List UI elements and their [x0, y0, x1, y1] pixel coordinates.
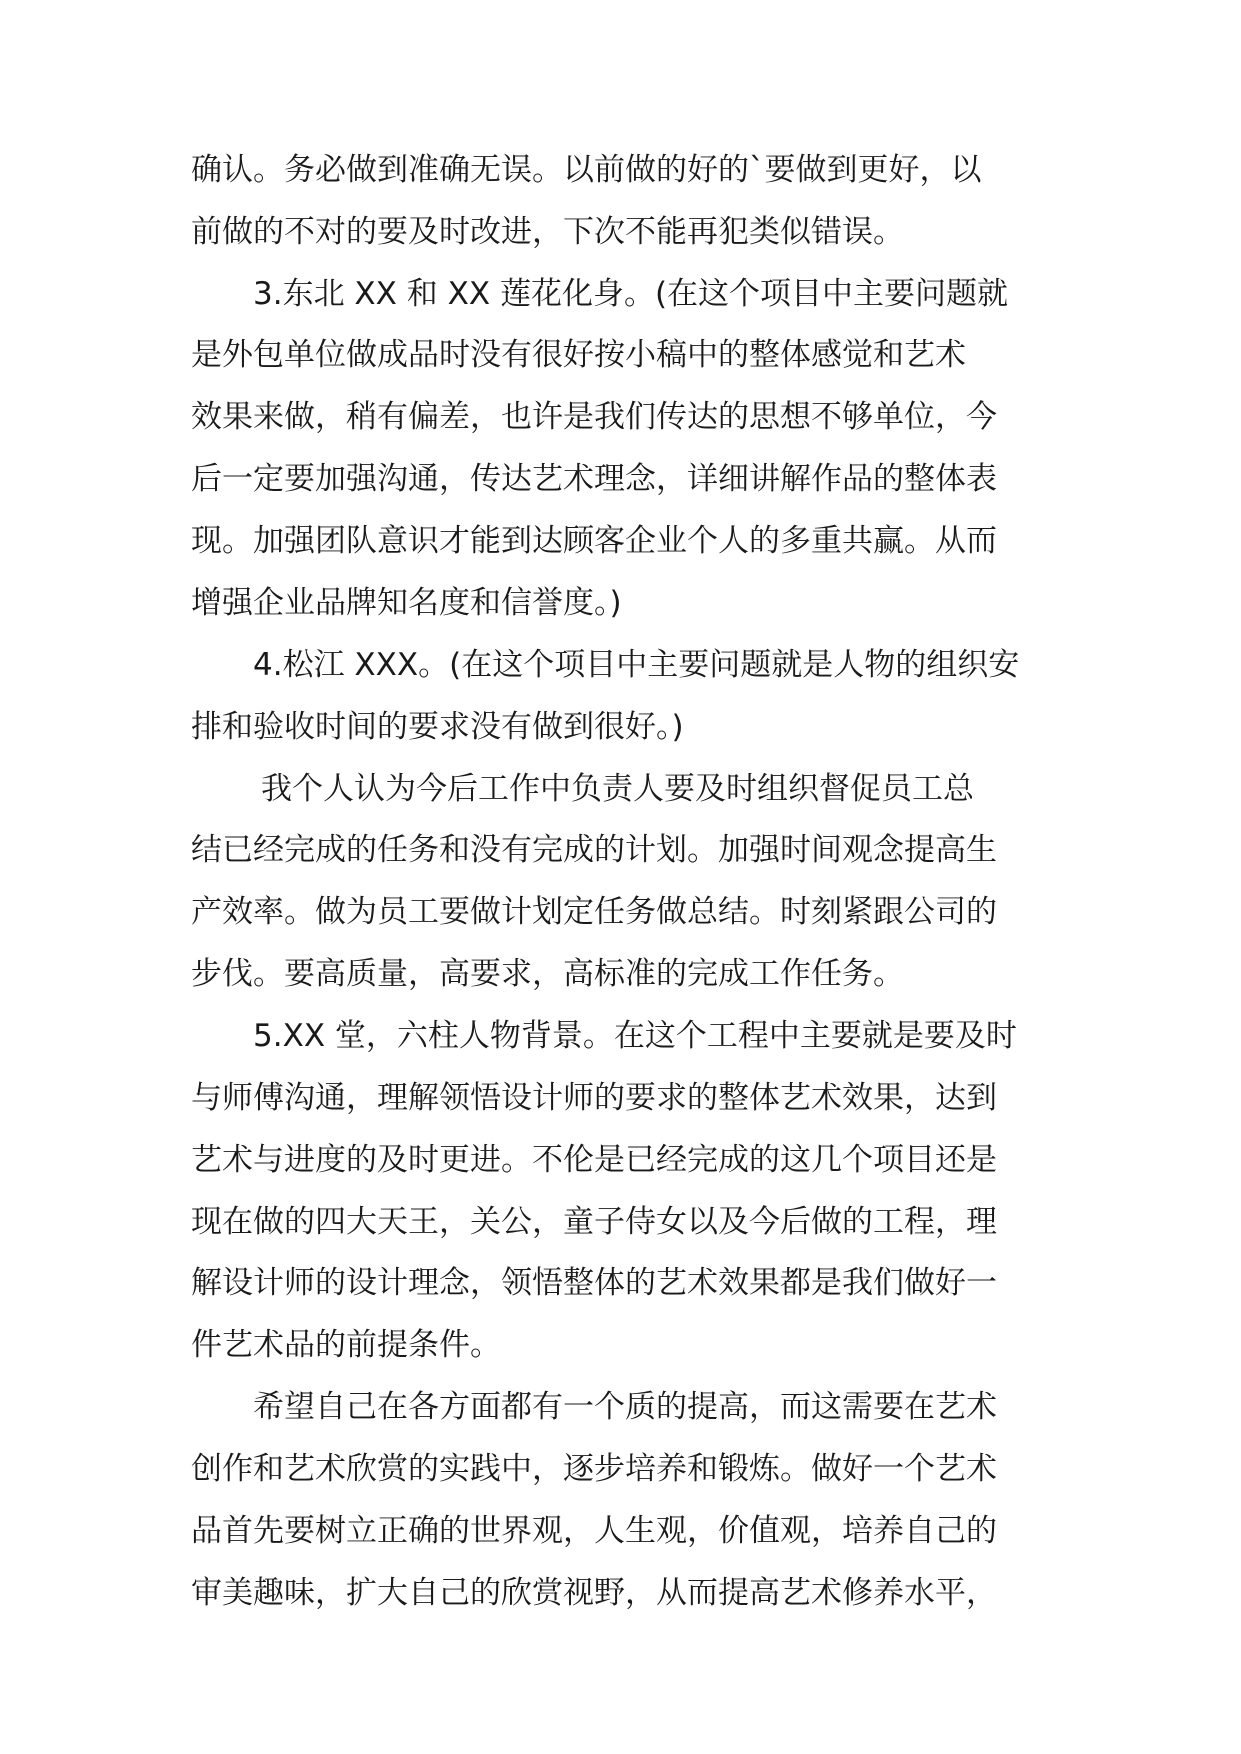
text-line: 后一定要加强沟通，传达艺术理念，详细讲解作品的整体表 — [191, 461, 997, 497]
text-line: 希望自己在各方面都有一个质的提高，而这需要在艺术 — [253, 1389, 997, 1425]
text-line: 现。加强团队意识才能到达顾客企业个人的多重共赢。从而 — [191, 523, 997, 559]
text-line: 我个人认为今后工作中负责人要及时组织督促员工总 — [261, 771, 974, 807]
text-line: 审美趣味，扩大自己的欣赏视野，从而提高艺术修养水平， — [191, 1575, 997, 1611]
text-line: 解设计师的设计理念，领悟整体的艺术效果都是我们做好一 — [191, 1265, 997, 1301]
text-line: 现在做的四大天王，关公，童子侍女以及今后做的工程，理 — [191, 1204, 997, 1240]
text-line: 排和验收时间的要求没有做到很好。) — [191, 709, 684, 745]
text-line: 4.松江 XXX。(在这个项目中主要问题就是人物的组织安 — [253, 647, 1020, 683]
text-line: 品首先要树立正确的世界观，人生观，价值观，培养自己的 — [191, 1513, 997, 1549]
text-line: 件艺术品的前提条件。 — [191, 1327, 501, 1363]
text-line: 是外包单位做成品时没有很好按小稿中的整体感觉和艺术 — [191, 337, 966, 373]
text-line: 产效率。做为员工要做计划定任务做总结。时刻紧跟公司的 — [191, 894, 997, 930]
text-line: 5.XX 堂，六柱人物背景。在这个工程中主要就是要及时 — [253, 1018, 1017, 1054]
text-line: 步伐。要高质量，高要求，高标准的完成工作任务。 — [191, 956, 904, 992]
text-line: 增强企业品牌知名度和信誉度。) — [191, 585, 622, 621]
text-line: 3.东北 XX 和 XX 莲花化身。(在这个项目中主要问题就 — [253, 276, 1009, 312]
text-line: 创作和艺术欣赏的实践中，逐步培养和锻炼。做好一个艺术 — [191, 1451, 997, 1487]
text-line: 确认。务必做到准确无误。以前做的好的`要做到更好，以 — [191, 152, 982, 188]
text-line: 结已经完成的任务和没有完成的计划。加强时间观念提高生 — [191, 832, 997, 868]
text-line: 艺术与进度的及时更进。不伦是已经完成的这几个项目还是 — [191, 1142, 997, 1178]
text-line: 与师傅沟通，理解领悟设计师的要求的整体艺术效果，达到 — [191, 1080, 997, 1116]
text-line: 前做的不对的要及时改进，下次不能再犯类似错误。 — [191, 214, 904, 250]
text-line: 效果来做，稍有偏差，也许是我们传达的思想不够单位，今 — [191, 399, 997, 435]
